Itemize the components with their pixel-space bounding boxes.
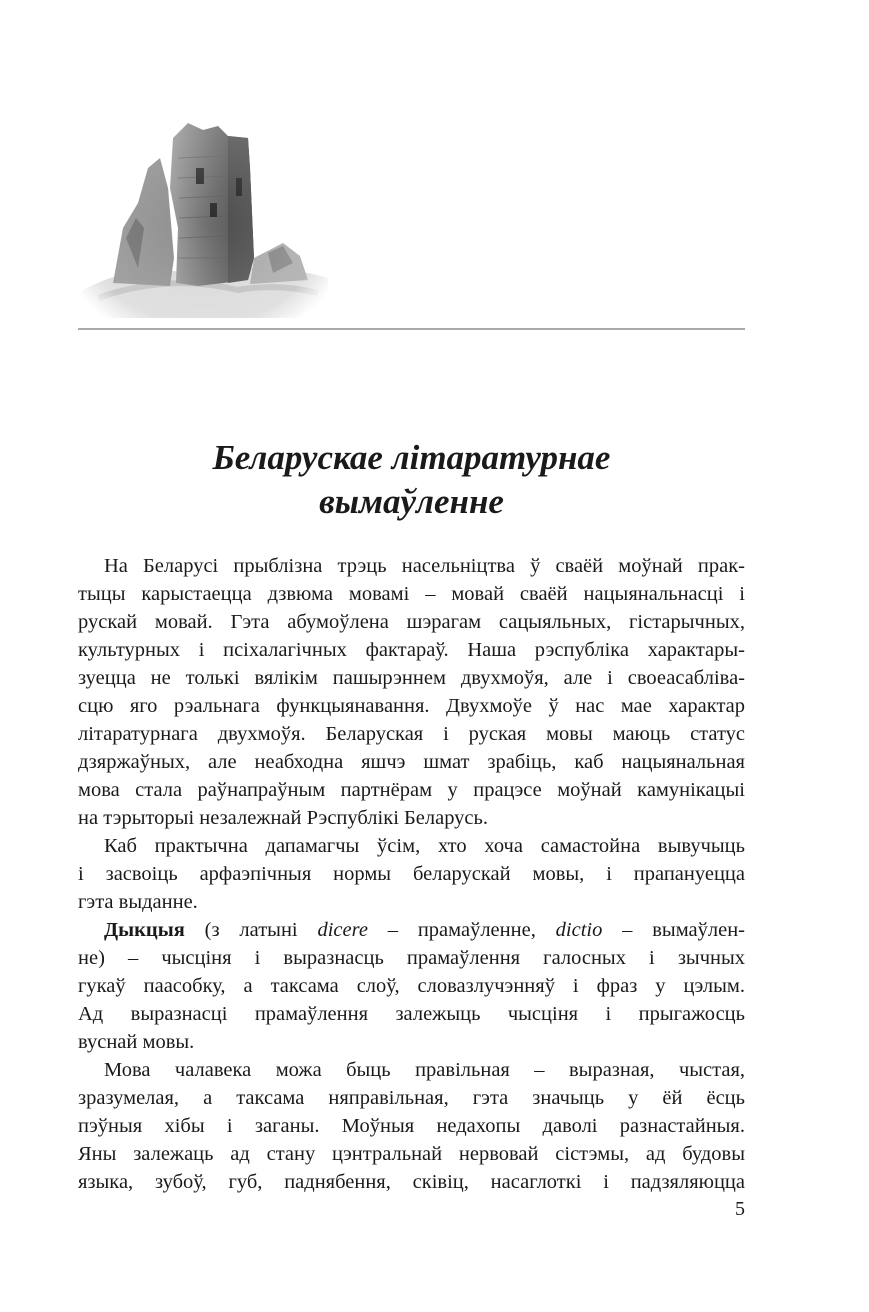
latin-word: dicere xyxy=(317,919,368,941)
text-line xyxy=(78,916,745,944)
latin-word: dictio xyxy=(555,919,603,941)
paragraph-3 xyxy=(78,916,745,1056)
text-line: не) – чысціня і выразнасць прамаўлення галосных і зычных xyxy=(78,947,745,969)
text-line: рускай мовай. Гэта абумоўлена шэрагам сацыяльных, гістарычных, xyxy=(78,611,745,633)
text-line: Мова чалавека можа быць правільная – выразная, чыстая, xyxy=(104,1059,745,1081)
body-text xyxy=(78,552,745,1196)
chapter-title-line-2: вымаўленне xyxy=(319,482,504,521)
text-line: культурных і псіхалагічных фактараў. Наша рэспубліка характары- xyxy=(78,639,745,661)
text-line: літаратурнага двухмоўя. Беларуская і руская мовы маюць статус xyxy=(78,723,745,745)
text-line: тыцы карыстаецца дзвюма мовамі – мовай сваёй нацыянальнасці і xyxy=(78,583,745,605)
text-line: вуснай мовы. xyxy=(78,1031,195,1053)
text-line: гукаў паасобку, а таксама слоў, словазлучэнняў і фраз у цэлым. xyxy=(78,975,745,997)
term-dyktsyia: Дыкцыя xyxy=(104,919,185,941)
text-line: мова стала раўнапраўным партнёрам у працэсе моўнай камунікацыі xyxy=(78,779,745,801)
text-fragment: (з латыні xyxy=(184,919,318,941)
text-line: Ад выразнасці прамаўлення залежыць чысціня і прыгажосць xyxy=(78,1003,745,1025)
text-line: зуецца не толькі вялікім пашырэннем двухмоўя, але і своеасабліва- xyxy=(78,667,745,689)
header-divider xyxy=(78,328,745,330)
text-line: зразумелая, а таксама няправільная, гэта значыць у ёй ёсць xyxy=(78,1087,745,1109)
paragraph-2 xyxy=(78,832,745,916)
text-line: і засвоіць арфаэпічныя нормы беларускай мовы, і прапануецца xyxy=(78,863,745,885)
text-fragment: – вымаўлен- xyxy=(602,919,746,941)
text-fragment: – прамаўленне, xyxy=(367,919,556,941)
text-line: пэўныя хібы і заганы. Моўныя недахопы даволі разнастайныя. xyxy=(78,1115,745,1137)
text-line: На Беларусі прыблізна трэць насельніцтва ў сваёй моўнай прак- xyxy=(104,555,745,577)
text-line: Яны залежаць ад стану цэнтральнай нервовай сістэмы, ад будовы xyxy=(78,1143,745,1165)
text-line: на тэрыторыі незалежнай Рэспублікі Беларусь. xyxy=(78,807,489,829)
text-line: Каб практычна дапамагчы ўсім, хто хоча самастойна вывучыць xyxy=(104,835,745,857)
page-number: 5 xyxy=(735,1198,745,1220)
castle-tower-illustration xyxy=(78,108,328,318)
text-line: сцю яго рэальнага функцыянавання. Двухмоўе ў нас мае характар xyxy=(78,695,745,717)
text-line: дзяржаўных, але неабходна яшчэ шмат зрабіць, каб нацыянальная xyxy=(78,751,745,773)
text-line: гэта выданне. xyxy=(78,891,198,913)
chapter-title-line-1: Беларускае літаратурнае xyxy=(212,438,611,477)
paragraph-1 xyxy=(78,552,745,832)
chapter-title xyxy=(78,436,745,524)
text-line: языка, зубоў, губ, паднябення, сківіц, насаглоткі і падзяляюцца xyxy=(78,1171,745,1193)
paragraph-4 xyxy=(78,1056,745,1196)
